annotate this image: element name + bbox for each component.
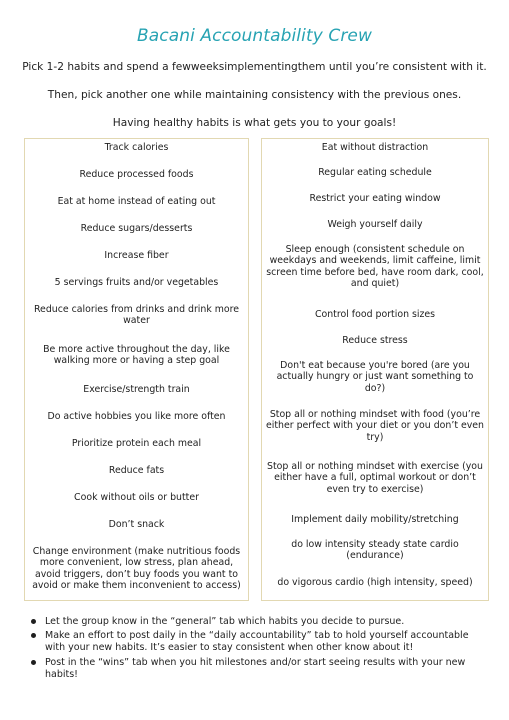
habit-item: Do active hobbies you like more often [47,411,226,422]
habit-item: Regular eating schedule [318,167,432,178]
habit-list-right [261,138,489,601]
habit-item: Stop all or nothing mindset with food (you’re either perfect with your diet or you don’t even try) [265,409,485,443]
habit-item: Weigh yourself daily [327,219,423,230]
habit-item: do low intensity steady state cardio (endurance) [291,539,459,562]
habit-item: Exercise/strength train [83,384,190,395]
habit-item: Be more active throughout the day, like walking more or having a step goal [43,344,230,367]
habit-item: Control food portion sizes [314,309,436,320]
habit-item: Reduce calories from drinks and drink more water [33,304,240,327]
habit-item: Reduce processed foods [79,169,194,180]
habit-item: Eat at home instead of eating out [57,196,216,207]
habit-item: Change environment (make nutritious foods more convenient, low stress, plan ahead, avoid triggers, don’t buy foods you want to avoid or make them inconvenient to access) [32,546,241,592]
habit-item: Track calories [104,142,169,153]
habit-item: 5 servings fruits and/or vegetables [54,277,219,288]
habit-item: Prioritize protein each meal [71,438,202,449]
habit-item: Eat without distraction [321,142,429,153]
list-item: Let the group know in the “general” tab which habits you decide to pursue. [30,616,480,628]
intro-line-3: Having healthy habits is what gets you to your goals! [112,117,397,129]
habit-item: Cook without oils or butter [74,492,199,503]
habit-item: Reduce sugars/desserts [80,223,193,234]
list-item: Post in the “wins” tab when you hit milestones and/or start seeing results with your new habits! [30,657,480,681]
habit-item: Reduce fats [108,465,165,476]
page-title: Bacani Accountability Crew [136,26,372,46]
intro-line-1: Pick 1-2 habits and spend a fewweeksimplementingthem until you’re consistent with it. [22,61,487,73]
habit-list-left [24,138,249,601]
instructions-list [30,616,480,683]
habit-item: Sleep enough (consistent schedule on weekdays and weekends, limit caffeine, limit screen time before bed, have room dark, cool, and quiet) [266,244,484,290]
habit-item: Implement daily mobility/stretching [291,514,459,525]
habit-item: Restrict your eating window [309,193,441,204]
habit-item: Reduce stress [342,335,408,346]
habit-item: Increase fiber [104,250,169,261]
habit-item: do vigorous cardio (high intensity, speed) [277,577,473,588]
habit-item: Don't eat because you're bored (are you actually hungry or just want something to do?) [276,360,474,394]
list-item: Make an effort to post daily in the “daily accountability” tab to hold yourself accountable with your new habits. It’s easier to stay consistent when other know about it! [30,630,480,654]
intro-line-2: Then, pick another one while maintaining consistency with the previous ones. [47,89,462,101]
habit-item: Stop all or nothing mindset with exercise (you either have a full, optimal workout or don’t even try to exercise) [267,461,483,495]
habit-item: Don’t snack [108,519,165,530]
